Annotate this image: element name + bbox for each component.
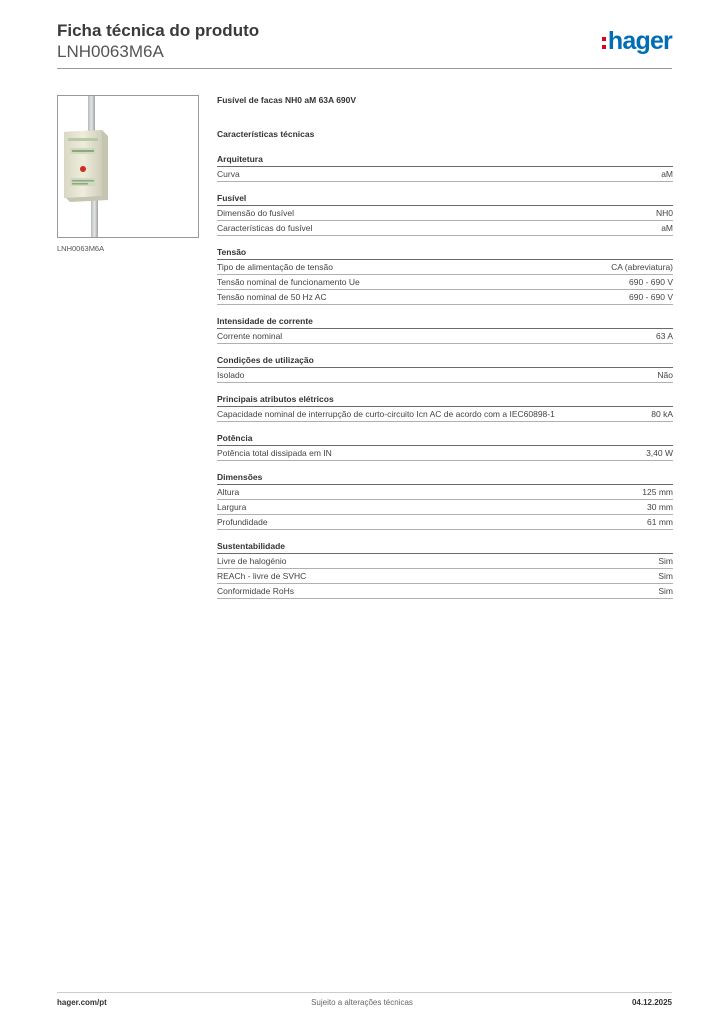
spec-row	[217, 569, 673, 584]
footer-date: 04.12.2025	[631, 998, 672, 1007]
spec-section	[217, 471, 673, 530]
spec-label: Capacidade nominal de interrupção de curto-circuito Icn AC de acordo com a IEC60898-1	[217, 409, 555, 419]
spec-label: Isolado	[217, 370, 245, 380]
spec-label: Largura	[217, 502, 247, 512]
spec-row	[217, 206, 673, 221]
spec-value: 30 mm	[647, 502, 673, 512]
hager-logo	[602, 28, 672, 54]
spec-sections	[217, 153, 673, 599]
spec-value: Sim	[658, 556, 673, 566]
product-code: LNH0063M6A	[57, 42, 164, 61]
spec-label: Curva	[217, 169, 240, 179]
section-title: Tensão	[217, 246, 673, 260]
section-title: Fusível	[217, 192, 673, 206]
section-title: Condições de utilização	[217, 354, 673, 368]
spec-label: Altura	[217, 487, 240, 497]
spec-label: Tensão nominal de funcionamento Ue	[217, 277, 360, 287]
spec-row	[217, 407, 673, 422]
spec-label: Tensão nominal de 50 Hz AC	[217, 292, 327, 302]
spec-value: 3,40 W	[646, 448, 673, 458]
spec-label: Corrente nominal	[217, 331, 283, 341]
spec-value: 61 mm	[647, 517, 673, 527]
spec-value: Sim	[658, 571, 673, 581]
spec-section	[217, 153, 673, 182]
spec-row	[217, 485, 673, 500]
spec-section	[217, 432, 673, 461]
spec-row	[217, 368, 673, 383]
spec-row	[217, 500, 673, 515]
spec-value: NH0	[655, 208, 673, 218]
spec-row	[217, 554, 673, 569]
spec-label: Conformidade RoHs	[217, 586, 295, 596]
spec-value: Não	[657, 370, 673, 380]
section-title: Dimensões	[217, 471, 673, 485]
spec-row	[217, 329, 673, 344]
spec-label: Tipo de alimentação de tensão	[217, 262, 333, 272]
spec-value: aM	[661, 169, 673, 179]
section-title: Arquitetura	[217, 153, 673, 167]
spec-value: CA (abreviatura)	[611, 262, 673, 272]
spec-label: Profundidade	[217, 517, 268, 527]
logo-wordmark: hager	[607, 27, 672, 55]
image-caption: LNH0063M6A	[57, 244, 105, 253]
section-title: Potência	[217, 432, 673, 446]
section-title: Principais atributos elétricos	[217, 393, 673, 407]
spec-value: 690 - 690 V	[629, 277, 673, 287]
spec-value: 80 kA	[651, 409, 673, 419]
page-title: Ficha técnica do produto	[57, 21, 260, 40]
spec-section	[217, 315, 673, 344]
spec-row	[217, 515, 673, 530]
fuse-illustration	[58, 96, 198, 237]
spec-section	[217, 540, 673, 599]
spec-section	[217, 246, 673, 305]
spec-value: Sim	[658, 586, 673, 596]
section-title: Sustentabilidade	[217, 540, 673, 554]
spec-section	[217, 393, 673, 422]
spec-row	[217, 584, 673, 599]
nh-fuse-image	[57, 95, 199, 238]
spec-row	[217, 260, 673, 275]
footer-divider	[57, 992, 672, 993]
spec-row	[217, 275, 673, 290]
footer-disclaimer: Sujeito a alterações técnicas	[311, 998, 413, 1007]
spec-value: 63 A	[655, 331, 673, 341]
spec-row	[217, 167, 673, 182]
spec-label: Potência total dissipada em IN	[217, 448, 332, 458]
spec-label: REACh - livre de SVHC	[217, 571, 307, 581]
product-name: Fusível de facas NH0 aM 63A 690V	[217, 95, 357, 105]
spec-section	[217, 192, 673, 236]
spec-value: aM	[661, 223, 673, 233]
spec-value: 690 - 690 V	[629, 292, 673, 302]
tech-heading: Características técnicas	[217, 129, 315, 139]
spec-section	[217, 354, 673, 383]
section-title: Intensidade de corrente	[217, 315, 673, 329]
spec-row	[217, 221, 673, 236]
spec-label: Livre de halogénio	[217, 556, 287, 566]
header-divider	[57, 68, 672, 69]
spec-label: Características do fusível	[217, 223, 313, 233]
page-header	[57, 20, 259, 62]
spec-value: 125 mm	[642, 487, 673, 497]
logo-colon-icon	[602, 37, 606, 49]
spec-row	[217, 290, 673, 305]
spec-content	[217, 95, 673, 599]
spec-label: Dimensão do fusível	[217, 208, 295, 218]
footer-website[interactable]: hager.com/pt	[57, 998, 107, 1007]
spec-row	[217, 446, 673, 461]
